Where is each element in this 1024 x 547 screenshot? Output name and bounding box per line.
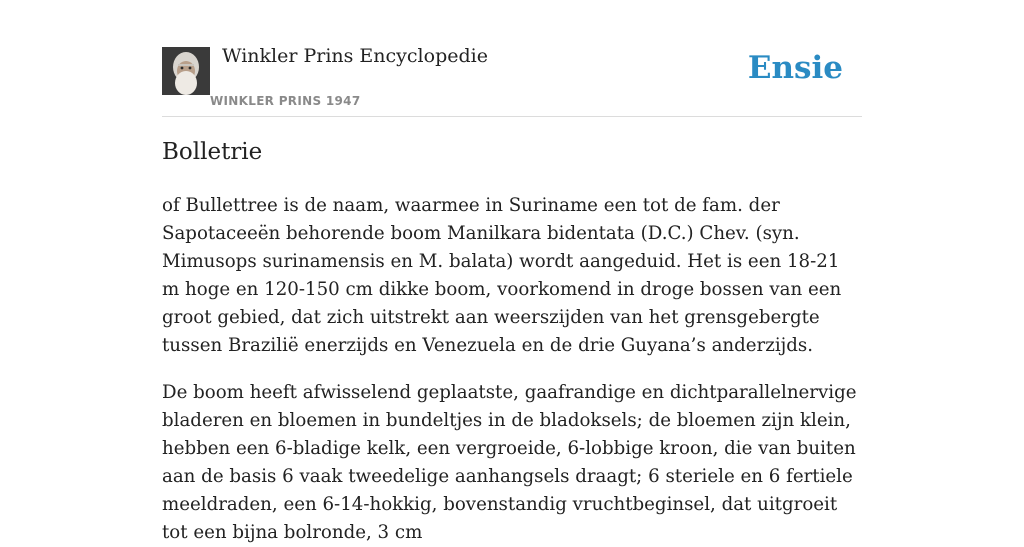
content-container [162,0,862,543]
site-title[interactable]: Winkler Prins Encyclopedie [222,45,488,67]
article-title: Bolletrie [162,139,263,165]
article-paragraph-1: of Bullettree is de naam, waarmee in Suriname een tot de fam. der Sapotaceeën behorende boom Manilkara bidentata (D.C.) Chev. (syn. Mimusops surinamensis en M. balata) wordt aangeduid. Het is een 18-21 m hoge en 120-150 cm dikke boom, voorkomend in droge bossen van een groot gebied, dat zich uitstrekt aan weerszijden van het grensgebergte tussen Brazilië enerzijds en Venezuela en de drie Guyana’s anderzijds. [162,195,842,356]
site-header [162,0,862,117]
author-portrait-icon[interactable] [162,47,210,95]
site-subtitle: WINKLER PRINS 1947 [210,94,361,108]
brand-logo-link[interactable]: Ensie [747,50,843,86]
article-paragraph-2: De boom heeft afwisselend geplaatste, gaafrandige en dichtparallelnervige bladeren en bloemen in bundeltjes in de bladoksels; de bloemen zijn klein, hebben een 6-bladige kelk, een vergroeide, 6-lobbige kroon, die van buiten aan de basis 6 vaak tweedelige aanhangsels draagt; 6 steriele en 6 fertiele meeldraden, een 6-14-hokkig, bovenstandig vruchtbeginsel, dat uitgroeit tot een bijna bolronde, 3 cm [162,382,857,543]
